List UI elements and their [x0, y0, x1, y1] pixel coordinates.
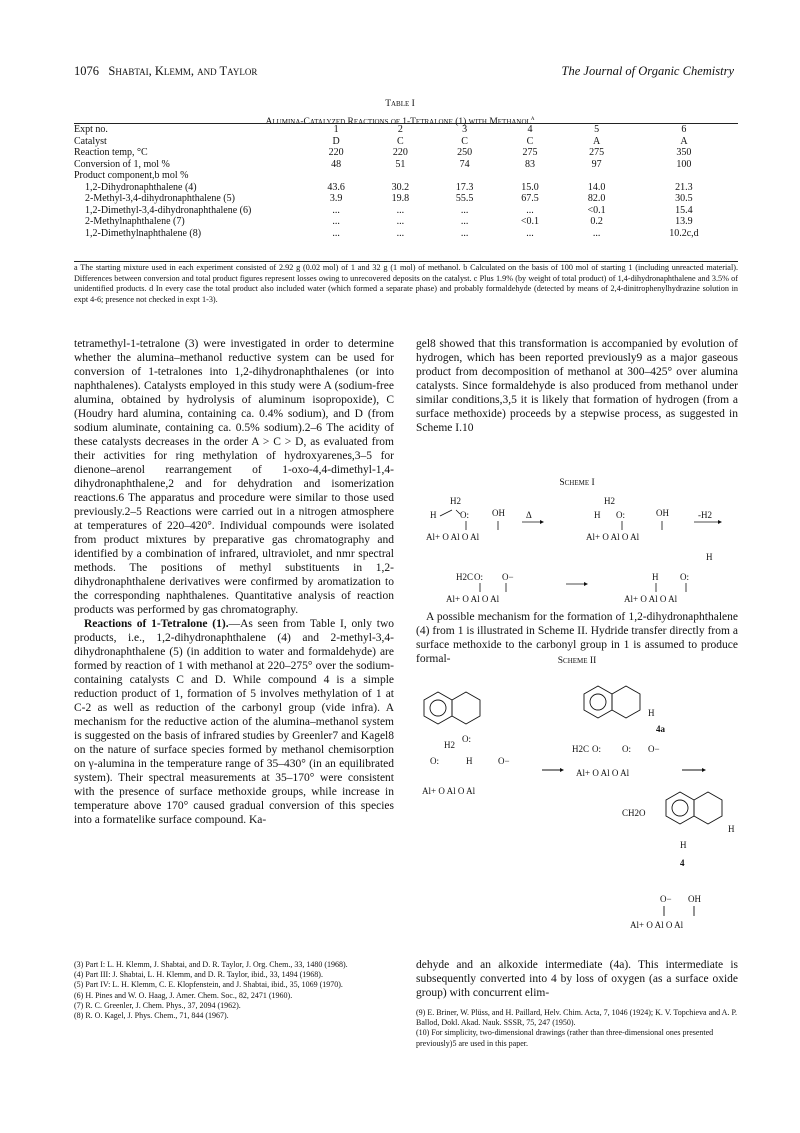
svg-text:O:: O:	[616, 510, 625, 520]
table-cell: ...	[526, 227, 534, 239]
svg-text:4: 4	[680, 858, 685, 868]
left-paragraph-1: tetramethyl-1-tetralone (3) were investigated in order to determine whether the alumina–methanol reductive system can be used for conversion of 1-tetralones into 1,2-dihydronaphthalenes (or into naphthalenes). Catalysts employed in this study were A (sodium-free alumina, obtained by hydrolysis of aluminum isopropoxide), C (Houdry hard alumina, containing ca. 0.4% sodium), and D (from sodium aluminate, containing ca. 0.5% sodium).2–6 The acidity of these catalysts decreases in the order A > C > D, as evaluated from their activities for ring methylation of hydroxyarenes,3–5 for dienone–arenol rearrangement of 1-oxo-4,4-dimethyl-1,4-dihydronaphthalene,2 and for dehydration and isomerization reactions.6 The apparatus and procedure were similar to those used previously.2–5 Reactions were carried out in a nitrogen atmosphere at temperatures of 220–420°. Individual compounds were isolated from product mixtures by preparative gas chromatography and identified by a combination of infrared, ultraviolet, and nmr spectral methods. The positions of methyl substituents in 1,2-dihydronaphthalene derivatives were confirmed by aromatization to the corresponding naphthalenes. Quantitative analysis of reaction products was performed by gas chromatography.	[74, 338, 394, 616]
svg-text:H: H	[680, 840, 687, 850]
table-cell: 10.2c,d	[669, 227, 699, 239]
svg-text:CH2O: CH2O	[622, 808, 646, 818]
table-cell: 82.0	[587, 193, 606, 204]
table-row	[74, 216, 738, 228]
right-column-bottom	[416, 958, 738, 1000]
table-bottom-rule	[74, 261, 738, 262]
table-cell: 250	[457, 147, 473, 158]
table-label: Table I	[385, 99, 415, 109]
table-cell	[368, 170, 432, 182]
references-left	[74, 960, 394, 1021]
reference-entry: (9) E. Briner, W. Plüss, and H. Paillard, Helv. Chim. Acta, 7, 1046 (1924); K. V. Topchieva and A. P. Ballod, Dokl. Akad. Nauk. SSSR, 75, 247 (1950).	[416, 1008, 738, 1028]
row-label: 2-Methylnaphthalene (7)	[85, 216, 185, 227]
reference-entry: (3) Part I: L. H. Klemm, J. Shabtai, and D. R. Taylor, J. Org. Chem., 33, 1480 (1968).	[74, 960, 348, 969]
svg-text:Al+ O Al O Al: Al+ O Al O Al	[624, 594, 678, 604]
table-cell: 43.6	[327, 181, 345, 193]
svg-text:H2: H2	[450, 496, 461, 506]
table-row	[74, 147, 738, 159]
right-paragraph-3: dehyde and an alkoxide intermediate (4a). This intermediate is subsequently converted into 4 by loss of oxygen (as a surface oxide group) with concurrent elim-	[416, 959, 738, 999]
table-cell	[432, 170, 496, 182]
row-label: Catalyst	[74, 135, 107, 147]
table-footnote: a The starting mixture used in each experiment consisted of 2.92 g (0.02 mol) of 1 and 32 g (1 mol) of methanol. b Calculated on the basis of 100 mol of starting 1 (including unreacted material). Differences between conversion and total product figures represent losses owing to unrecovered deposits on the catalyst. c Plus 1.9% (by weight of total product) of 1,4-dihydronaphthalene and 3.5% of unidentified products. d In every case the total product also included water (which formed a separate phase) and probably formaldehyde (detected by means of 2,4-dinitrophenylhydrazine solution in expt 4-6; presence not checked in expt 1-3).	[74, 263, 738, 304]
table-cell: D	[332, 135, 340, 147]
svg-text:O:: O:	[680, 572, 689, 582]
table-cell: 3.9	[329, 193, 343, 204]
svg-text:Al+ O Al O Al: Al+ O Al O Al	[422, 786, 476, 796]
svg-text:H2: H2	[444, 740, 455, 750]
reference-entry: (7) R. C. Greenler, J. Chem. Phys., 37, 2094 (1962).	[74, 1000, 241, 1010]
data-table	[74, 124, 738, 239]
left-column	[74, 337, 394, 827]
svg-text:H2C: H2C	[456, 572, 474, 582]
reference-entry: (8) R. O. Kagel, J. Phys. Chem., 71, 844 (1967).	[74, 1011, 229, 1021]
table-cell: 1	[333, 124, 339, 135]
row-label: Expt no.	[74, 124, 108, 135]
svg-text:O−: O−	[502, 572, 514, 582]
table-row	[74, 182, 738, 194]
table-row	[74, 136, 738, 148]
scheme-2-title: Scheme II	[557, 656, 597, 666]
svg-text:OH: OH	[656, 508, 669, 518]
table-cell	[630, 170, 738, 182]
table-cell: <0.1	[520, 216, 540, 227]
svg-text:O−: O−	[648, 744, 660, 754]
table-cell: ...	[396, 216, 405, 227]
row-label: Conversion of 1, mol %	[74, 158, 170, 170]
svg-text:O:: O:	[460, 510, 469, 520]
table-cell: A	[592, 135, 601, 147]
table-cell: 51	[395, 158, 406, 170]
table-cell: 100	[676, 158, 692, 170]
table-cell: 0.2	[590, 216, 603, 227]
table-cell: 74	[459, 158, 470, 170]
svg-text:H: H	[652, 572, 659, 582]
table-cell: ...	[332, 216, 340, 227]
svg-text:Al+ O Al O Al: Al+ O Al O Al	[586, 532, 640, 542]
table-cell: 17.3	[455, 181, 474, 193]
table-cell: C	[526, 135, 534, 147]
svg-text:H2: H2	[604, 496, 615, 506]
svg-text:H: H	[594, 510, 601, 520]
svg-text:O−: O−	[660, 894, 672, 904]
svg-text:Al+ O Al O Al: Al+ O Al O Al	[446, 594, 500, 604]
scheme-1-title: Scheme I	[559, 478, 595, 488]
table-cell: 48	[331, 158, 342, 170]
page-number-and-authors: 1076 Shabtai, Klemm, and Taylor	[74, 64, 258, 78]
section-heading: Reactions of 1-Tetralone (1).	[84, 618, 229, 630]
table-cell: 14.0	[587, 181, 606, 193]
row-label: 1,2-Dimethyl-3,4-dihydronaphthalene (6)	[85, 204, 252, 216]
table-cell: 2	[397, 124, 403, 135]
table-cell: 6	[681, 124, 687, 135]
table-cell: 30.2	[391, 181, 410, 193]
svg-text:O:: O:	[430, 756, 439, 766]
table-cell: 5	[594, 124, 600, 135]
table-cell: 4	[527, 124, 533, 135]
table-cell: 220	[328, 147, 344, 158]
table-cell: 220	[392, 147, 408, 158]
svg-text:H2C: H2C	[572, 744, 590, 754]
table-cell	[563, 170, 630, 182]
table-cell: 97	[591, 158, 602, 170]
table-cell: 55.5	[455, 193, 474, 204]
svg-text:Al+ O Al O Al: Al+ O Al O Al	[576, 768, 630, 778]
reference-entry: (6) H. Pines and W. O. Haag, J. Amer. Chem. Soc., 82, 2471 (1960).	[74, 990, 293, 1000]
svg-text:OH: OH	[688, 894, 701, 904]
row-label: 1,2-Dimethylnaphthalene (8)	[85, 227, 202, 239]
right-column-top	[416, 337, 738, 435]
row-label: 2-Methyl-3,4-dihydronaphthalene (5)	[85, 193, 235, 204]
svg-text:Al+ O Al O Al: Al+ O Al O Al	[426, 532, 480, 542]
table-row	[74, 205, 738, 217]
row-label: 1,2-Dihydronaphthalene (4)	[85, 181, 197, 193]
table-cell: C	[461, 135, 468, 147]
table-title: Alumina-Catalyzed Reactions of 1-Tetralone (1) with Methanol$^a$	[265, 114, 535, 128]
table-cell: ...	[396, 227, 405, 239]
svg-text:Δ: Δ	[526, 510, 532, 520]
table-cell: 19.8	[391, 193, 410, 204]
table-cell: ...	[460, 204, 469, 216]
reference-entry: (5) Part IV: L. H. Klemm, C. E. Klopfenstein, and J. Shabtai, ibid., 35, 1069 (1970).	[74, 980, 343, 990]
table-cell: 13.9	[675, 216, 693, 227]
table-cell: 350	[676, 147, 692, 158]
table-cell: A	[680, 135, 688, 147]
svg-text:Al+ O Al O Al: Al+ O Al O Al	[630, 920, 684, 930]
table-cell	[304, 170, 368, 182]
table-cell: 15.4	[675, 204, 693, 216]
table-cell: ...	[592, 227, 601, 239]
row-label: Product component,b mol %	[74, 170, 189, 181]
references-right	[416, 1008, 738, 1049]
svg-text:H: H	[466, 756, 473, 766]
right-paragraph-2: A possible mechanism for the formation of 1,2-dihydronaphthalene (4) from 1 is illustrated in Scheme II. Hydride transfer directly from a surface methoxide to the carbonyl group in 1 is assumed to produce formal-	[416, 611, 738, 665]
table-cell: <0.1	[587, 204, 606, 216]
table-cell: 275	[522, 147, 538, 158]
svg-text:O:: O:	[462, 734, 471, 744]
svg-text:H: H	[728, 824, 735, 834]
reference-entry: (4) Part III: J. Shabtai, L. H. Klemm, and D. R. Taylor, ibid., 33, 1494 (1968).	[74, 970, 323, 980]
svg-text:H: H	[648, 708, 655, 718]
table-row	[74, 159, 738, 171]
scheme-2-diagram	[412, 670, 738, 950]
table-cell: ...	[460, 216, 469, 227]
table-cell: 67.5	[521, 193, 539, 204]
table-cell: ...	[396, 204, 405, 216]
svg-text:H: H	[430, 510, 437, 520]
reference-entry: (10) For simplicity, two-dimensional drawings (rather than three-dimensional ones presented previously)5 are used in this paper.	[416, 1028, 714, 1048]
table-row	[74, 170, 738, 182]
row-label: Reaction temp, °C	[74, 147, 148, 158]
table-cell: ...	[332, 204, 340, 216]
table-cell: 83	[524, 158, 535, 170]
table-row	[74, 124, 738, 136]
table-cell: 275	[589, 147, 605, 158]
journal-title: The Journal of Organic Chemistry	[561, 64, 734, 78]
svg-text:O:: O:	[622, 744, 631, 754]
svg-text:-H2: -H2	[698, 510, 712, 520]
table-cell: 21.3	[675, 181, 693, 193]
svg-text:O:: O:	[474, 572, 483, 582]
table-cell: C	[397, 135, 404, 147]
svg-text:OH: OH	[492, 508, 505, 518]
left-paragraph-2: Reactions of 1-Tetralone (1).—As seen from Table I, only two products, i.e., 1,2-dihydronaphthalene (4) and 2-methyl-3,4-dihydronaphthalene (5) (in addition to water and formaldehyde) are formed by reaction of 1 with methanol at 220–275° over the sodium-containing catalysts C and D. While compound 4 is a simple reduction product of 1, formation of 5 involves methylation of 1 at C-2 as well as reduction of the carbonyl group (vide infra). A mechanism for the reductive action of the alumina–methanol system is suggested on the basis of infrared studies by Greenler7 and Kagel8 on the nature of surface species formed by methanol chemisorption on γ-alumina in the temperature range of 35–430° (in an equilibrated system). Their spectral measurements at 35–170° were consistent with the presence of surface methoxide groups, while increase in temperature above 170° caused gradual conversion of this species into a formatelike surface compound. Ka-	[74, 618, 395, 826]
table-cell: 3	[462, 124, 468, 135]
svg-text:H: H	[706, 552, 713, 562]
table-row	[74, 228, 738, 240]
table-cell: 15.0	[521, 181, 539, 193]
table-row	[74, 193, 738, 205]
svg-text:4a: 4a	[656, 724, 665, 734]
table-cell: 30.5	[675, 193, 693, 204]
scheme-1-diagram	[416, 488, 738, 606]
table-cell: ...	[460, 227, 469, 239]
svg-text:O−: O−	[498, 756, 510, 766]
table-cell	[497, 170, 564, 182]
svg-text:O:: O:	[592, 744, 601, 754]
right-paragraph-1: gel8 showed that this transformation is accompanied by evolution of hydrogen, which has been reported previously9 as a major gaseous product from decomposition of methanol at 300–425° over alumina catalysts. Since formaldehyde is also produced from methanol under similar conditions,3,5 it is likely that formation of hydrogen (from a surface methoxide) proceeds by a stepwise process, as suggested in Scheme I.10	[416, 338, 738, 434]
table-cell: ...	[332, 227, 340, 239]
table-cell: ...	[526, 204, 534, 216]
